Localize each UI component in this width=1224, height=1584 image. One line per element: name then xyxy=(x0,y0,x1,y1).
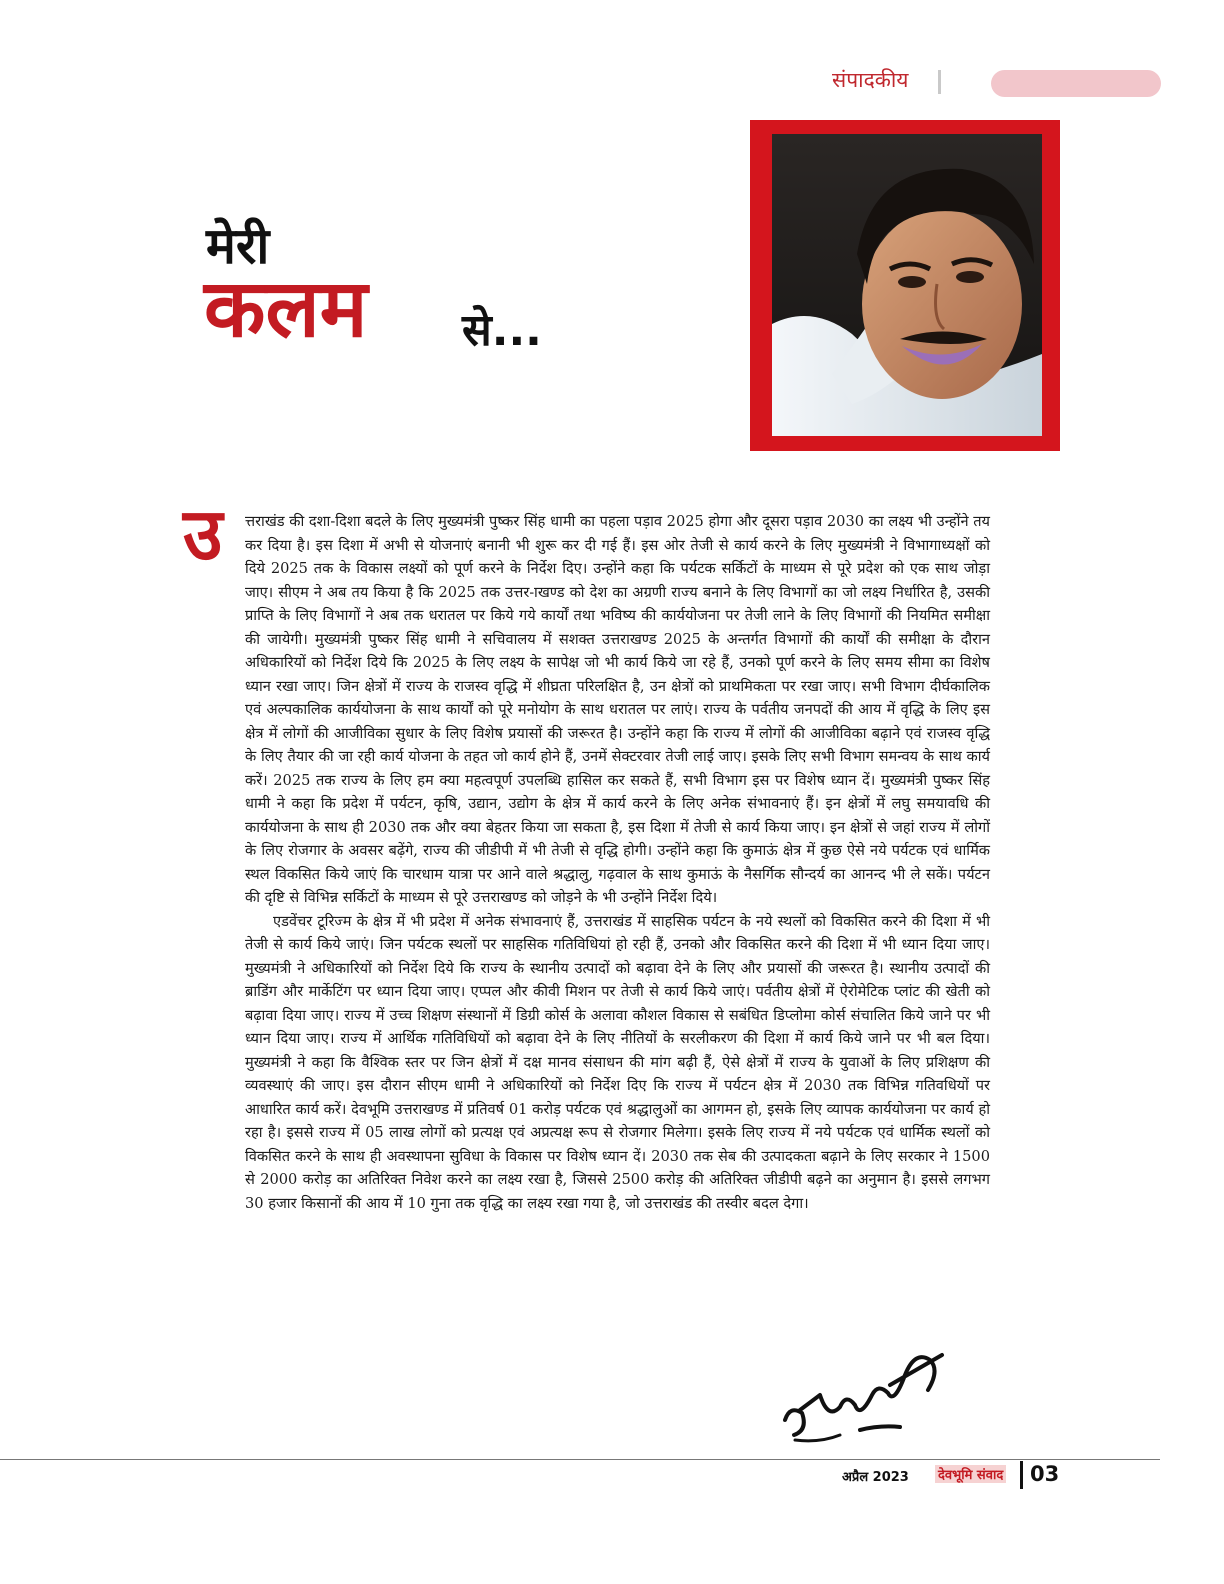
page-number: 03 xyxy=(1030,1462,1060,1486)
editor-signature xyxy=(780,1335,950,1450)
issue-date: अप्रैल 2023 xyxy=(842,1470,909,1485)
footer-divider xyxy=(1020,1461,1023,1489)
author-photo xyxy=(772,134,1042,436)
article-paragraph: एडवेंचर टूरिज्म के क्षेत्र में भी प्रदेश में अनेक संभावनाएं हैं, उत्तराखंड में साहसिक पर्यटन के नये स्थलों को विकसित करने की दिशा में भी तेजी से कार्य किये जाएं। जिन पर्यटक स्थलों पर साहसिक गतिविधियां हो रही हैं, उनको और विकसित करने की दिशा में भी ध्यान दिया जाए। मुख्यमंत्री ने अधिकारियों को निर्देश दिये कि राज्य के स्थानीय उत्पादों को बढ़ावा देने के लिए और प्रयासों की जरूरत है। स्थानीय उत्पादों की ब्राडिंग और मार्केटिंग पर ध्यान दिया जाए। एप्पल और कीवी मिशन पर तेजी से कार्य किये जाएं। पर्वतीय क्षेत्रों में ऐरोमेटिक प्लांट की खेती को बढ़ावा दिया जाए। राज्य में उच्च शिक्षण संस्थानों में डिग्री कोर्स के अलावा कौशल विकास से सबंधित डिप्लोमा कोर्स संचालित किये जाने पर भी ध्यान दिया जाए। राज्य में आर्थिक गतिविधियों को बढ़ावा देने के लिए नीतियों के सरलीकरण की दिशा में कार्य किये जाने पर भी बल दिया। मुख्यमंत्री ने कहा कि वैश्विक स्तर पर जिन क्षेत्रों में दक्ष मानव संसाधन की मांग बढ़ी हैं, ऐसे क्षेत्रों में राज्य के युवाओं के लिए प्रशिक्षण की व्यवस्थाएं की जाए। इस दौरान सीएम धामी ने अधिकारियों को निर्देश दिए कि राज्य में पर्यटन क्षेत्र में 2030 तक विभिन्न गतिवधियों पर आधारित कार्य करें। देवभूमि उत्तराखण्ड में प्रतिवर्ष 01 करोड़ पर्यटक एवं श्रद्धालुओं का आगमन हो, इसके लिए व्यापक कार्ययोजना पर कार्य हो रहा है। इससे राज्य में 05 लाख लोगों को प्रत्यक्ष एवं अप्रत्यक्ष रूप से रोजगार मिलेगा। इसके लिए राज्य में नये पर्यटक एवं धार्मिक स्थलों को विकसित करने के साथ ही अवस्थापना सुविधा के विकास पर विशेष ध्यान दें। 2030 तक सेब की उत्पादकता बढ़ाने के लिए सरकार ने 1500 से 2000 करोड़ का अतिरिक्त निवेश करने का लक्ष्य रखा है, जिससे 2500 करोड़ की अतिरिक्त जीडीपी बढ़ने का अनुमान है। इससे लगभग 30 हजार किसानों की आय में 10 गुना तक वृद्धि का लक्ष्य रखा गया है, जो उत्तराखंड की तस्वीर बदल देगा। xyxy=(245,912,990,1212)
headline-line-1: मेरी xyxy=(206,217,270,275)
section-divider xyxy=(938,70,941,94)
footer-rule xyxy=(0,1459,1160,1460)
author-photo-frame xyxy=(750,120,1060,451)
article-body xyxy=(245,510,990,1215)
section-pill-decoration xyxy=(991,70,1161,97)
article-paragraph: त्तराखंड की दशा-दिशा बदले के लिए मुख्यमंत्री पुष्कर सिंह धामी का पहला पड़ाव 2025 होगा और दूसरा पड़ाव 2030 का लक्ष्य भी उन्होंने तय कर दिया है। इस दिशा में अभी से योजनाएं बनानी भी शुरू कर दी गई हैं। इस ओर तेजी से कार्य करने के लिए मुख्यमंत्री ने विभागाध्यक्षों को दिये 2025 तक के विकास लक्ष्यों को पूर्ण करने के निर्देश दिए। उन्होंने कहा कि पर्यटक सर्किटों के माध्यम से पूरे प्रदेश को एक साथ जोड़ा जाए। सीएम ने अब तय किया है कि 2025 तक उत्तर-ाखण्ड को देश का अग्रणी राज्य बनाने के लिए विभागों का जो लक्ष्य निर्धारित है, उसकी प्राप्ति के लिए विभागों ने अब तक धरातल पर किये गये कार्यों तथा भविष्य की कार्ययोजना पर तेजी लाने के लिए विभागों की नियमित समीक्षा की जायेगी। मुख्यमंत्री पुष्कर सिंह धामी ने सचिवालय में सशक्त उत्तराखण्ड 2025 के अन्तर्गत विभागों की कार्यों की समीक्षा के दौरान अधिकारियों को निर्देश दिये कि 2025 के लिए लक्ष्य के सापेक्ष जो भी कार्य किये जा रहे हैं, उनको पूर्ण करने के लिए समय सीमा का विशेष ध्यान रखा जाए। जिन क्षेत्रों में राज्य के राजस्व वृद्धि में शीघ्रता परिलक्षित है, उन क्षेत्रों को प्राथमिकता पर रखा जाए। सभी विभाग दीर्घकालिक एवं अल्पकालिक कार्ययोजना के साथ कार्यों को पूरे मनोयोग के साथ धरातल पर लाएं। राज्य के पर्वतीय जनपदों की आय में वृद्धि के लिए इस क्षेत्र में लोगों की आजीविका सुधार के लिए विशेष प्रयासों की जरूरत है। उन्होंने कहा कि राज्य में लोगों की आजीविका बढ़ाने एवं राजस्व वृद्धि के लिए तैयार की जा रही कार्य योजना के तहत जो कार्य होने हैं, उनमें सेक्टरवार तेजी लाई जाए। इसके लिए सभी विभाग समन्वय के साथ कार्य करें। 2025 तक राज्य के लिए हम क्या महत्वपूर्ण उपलब्धि हासिल कर सकते हैं, सभी विभाग इस पर विशेष ध्यान दें। मुख्यमंत्री पुष्कर सिंह धामी ने कहा कि प्रदेश में पर्यटन, कृषि, उद्यान, उद्योग के क्षेत्र में कार्य करने के लिए अनेक संभावनाएं हैं। इन क्षेत्रों में लघु समयावधि की कार्ययोजना के साथ ही 2030 तक और क्या बेहतर किया जा सकता है, इस दिशा में तेजी से कार्य किया जाए। इन क्षेत्रों से जहां राज्य में लोगों के लिए रोजगार के अवसर बढ़ेंगे, राज्य की जीडीपी में भी तेजी से वृद्धि होगी। उन्होंने कहा कि कुमाऊं क्षेत्र में कुछ ऐसे नये पर्यटक एवं धार्मिक स्थल विकसित किये जाएं कि चारधाम यात्रा पर आने वाले श्रद्धालु, गढ़वाल के साथ कुमाऊं के नैसर्गिक सौन्दर्य का आनन्द भी ले सकें। पर्यटन की दृष्टि से विभिन्न सर्किटों के माध्यम से पूरे उत्तराखण्ड को जोड़ने के भी उन्होंने निर्देश दिये। xyxy=(245,513,991,906)
magazine-name: देवभूमि संवाद xyxy=(935,1465,1006,1483)
headline-line-3: से... xyxy=(462,305,542,356)
section-label: संपादकीय xyxy=(832,68,909,92)
headline-line-2: कलम xyxy=(204,262,368,355)
drop-cap: उ xyxy=(183,492,223,576)
